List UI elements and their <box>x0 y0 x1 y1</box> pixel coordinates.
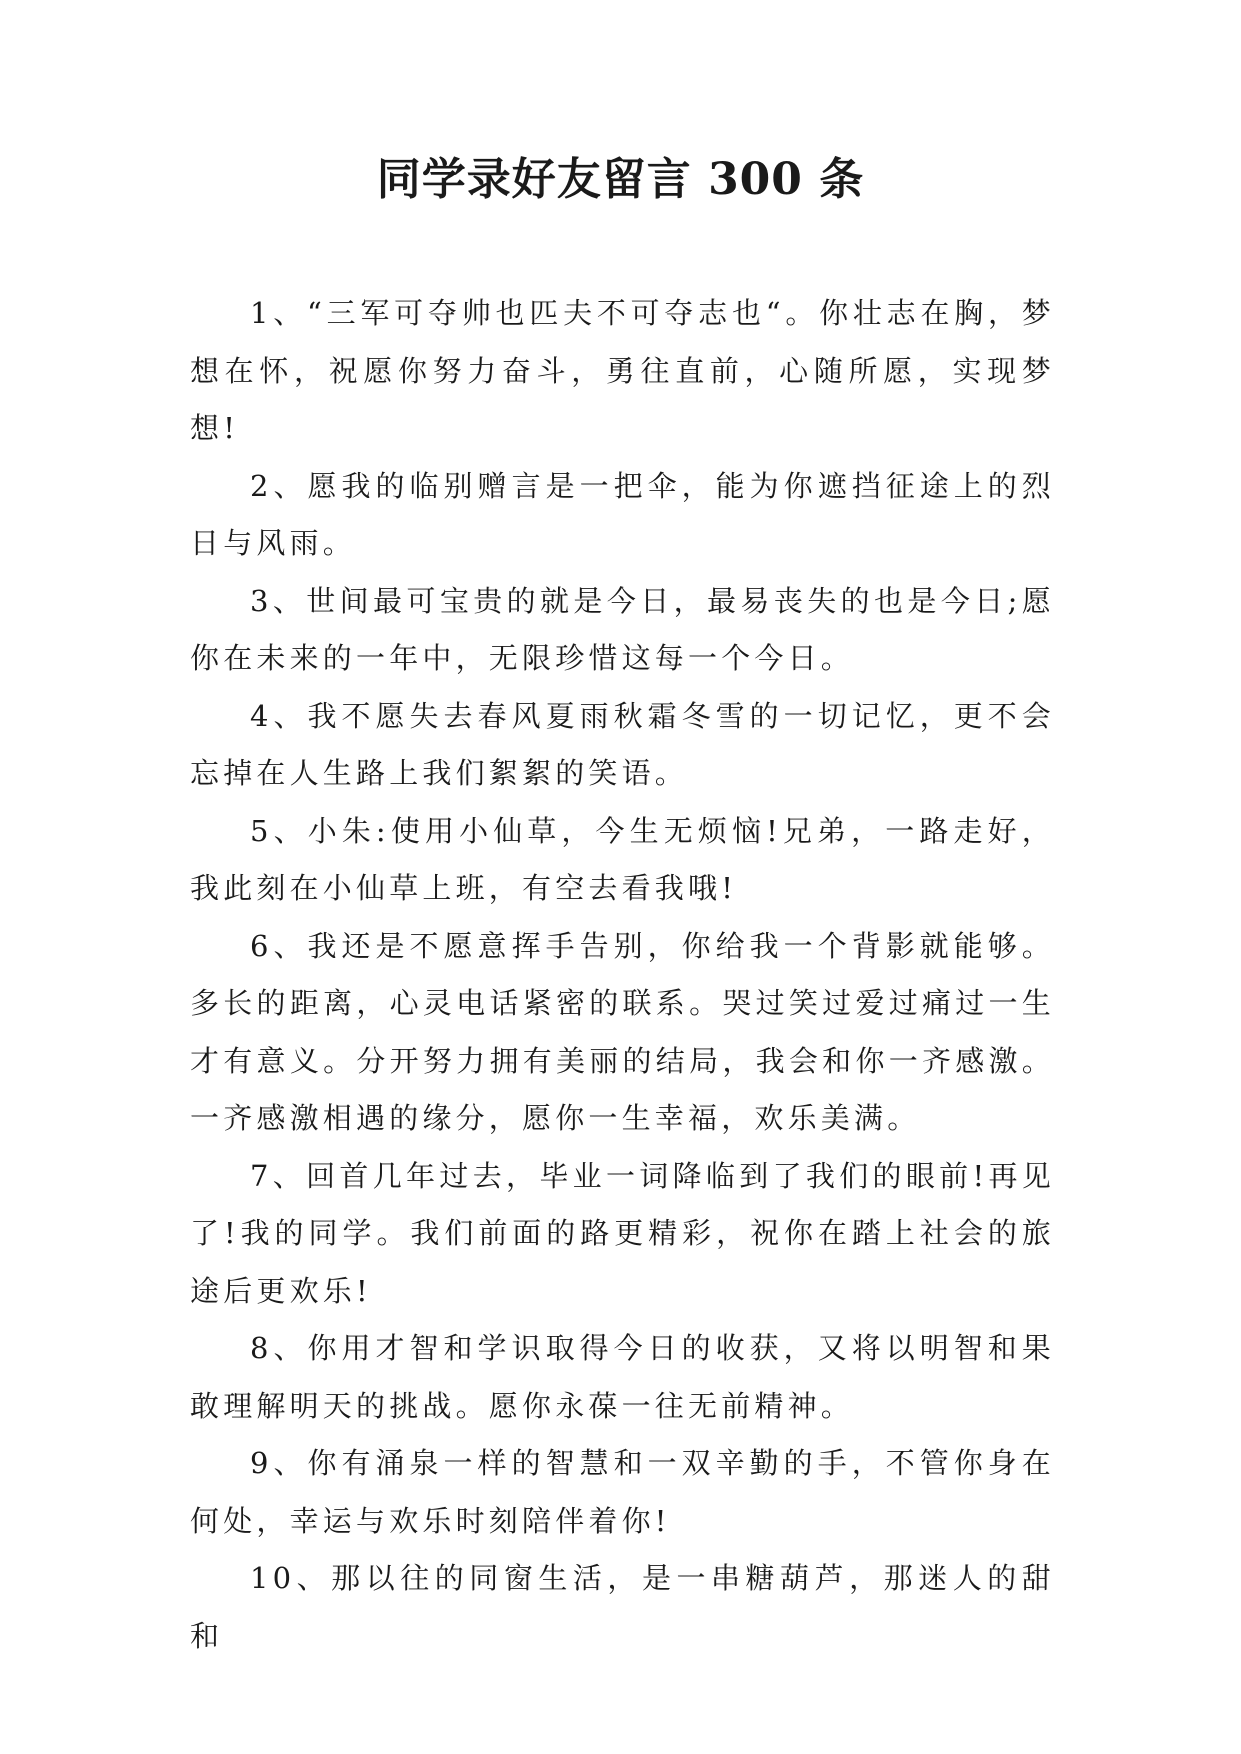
paragraph: 5、小朱:使用小仙草，今生无烦恼!兄弟，一路走好，我此刻在小仙草上班，有空去看我哦! <box>190 813 1055 905</box>
paragraph: 2、愿我的临别赠言是一把伞，能为你遮挡征途上的烈日与风雨。 <box>190 468 1055 560</box>
document-title: 同学录好友留言 300 条 <box>376 154 865 205</box>
paragraph: 3、世间最可宝贵的就是今日，最易丧失的也是今日;愿你在未来的一年中，无限珍惜这每一个今日。 <box>190 583 1055 675</box>
document-body <box>190 285 1055 1665</box>
paragraph: 4、我不愿失去春风夏雨秋霜冬雪的一切记忆，更不会忘掉在人生路上我们絮絮的笑语。 <box>190 698 1055 790</box>
paragraph: 8、你用才智和学识取得今日的收获，又将以明智和果敢理解明天的挑战。愿你永葆一往无前精神。 <box>190 1331 1055 1423</box>
paragraph: 10、那以往的同窗生活，是一串糖葫芦，那迷人的甜和 <box>190 1561 1055 1653</box>
paragraph: 1、“三军可夺帅也匹夫不可夺志也“。你壮志在胸，梦想在怀，祝愿你努力奋斗，勇往直前，心随所愿，实现梦想! <box>190 296 1055 445</box>
paragraph: 7、回首几年过去，毕业一词降临到了我们的眼前!再见了!我的同学。我们前面的路更精彩，祝你在踏上社会的旅途后更欢乐! <box>190 1158 1055 1308</box>
paragraph: 9、你有涌泉一样的智慧和一双辛勤的手，不管你身在何处，幸运与欢乐时刻陪伴着你! <box>190 1446 1055 1538</box>
paragraph: 6、我还是不愿意挥手告别，你给我一个背影就能够。多长的距离，心灵电话紧密的联系。哭过笑过爱过痛过一生才有意义。分开努力拥有美丽的结局，我会和你一齐感激。一齐感激相遇的缘分，愿你一生幸福，欢乐美满。 <box>190 928 1055 1135</box>
